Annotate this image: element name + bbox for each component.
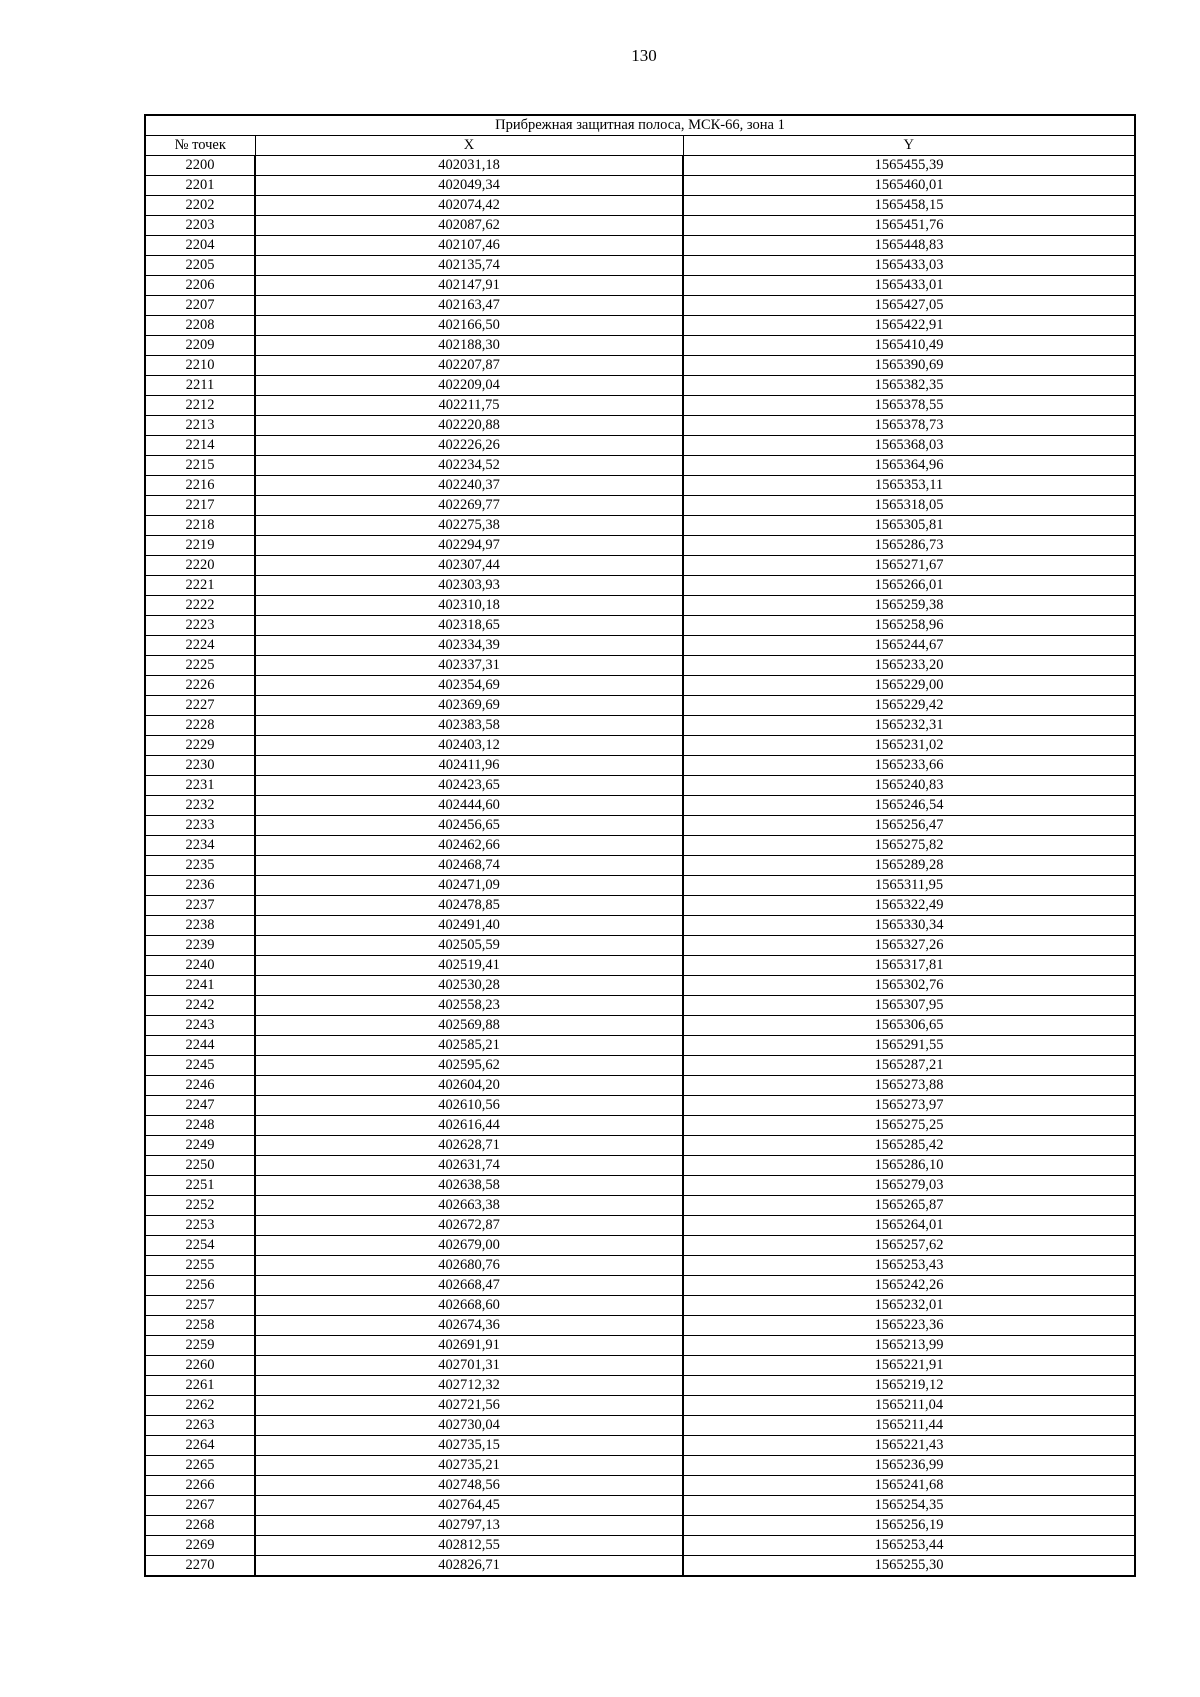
x-coordinate-cell: 402240,37 (255, 476, 683, 496)
point-number-cell: 2265 (145, 1456, 255, 1476)
x-coordinate-cell: 402468,74 (255, 856, 683, 876)
x-coordinate-cell: 402369,69 (255, 696, 683, 716)
point-number-cell: 2263 (145, 1416, 255, 1436)
table-row (145, 316, 1135, 336)
x-coordinate-cell: 402207,87 (255, 356, 683, 376)
y-coordinate-cell: 1565286,10 (683, 1156, 1135, 1176)
x-coordinate-cell: 402087,62 (255, 216, 683, 236)
y-coordinate-cell: 1565223,36 (683, 1316, 1135, 1336)
table-title: Прибрежная защитная полоса, МСК-66, зона 1 (145, 115, 1135, 136)
header-y: Y (683, 136, 1135, 156)
y-coordinate-cell: 1565232,01 (683, 1296, 1135, 1316)
x-coordinate-cell: 402275,38 (255, 516, 683, 536)
x-coordinate-cell: 402668,60 (255, 1296, 683, 1316)
table-row (145, 1196, 1135, 1216)
y-coordinate-cell: 1565275,82 (683, 836, 1135, 856)
table-row (145, 1296, 1135, 1316)
y-coordinate-cell: 1565273,88 (683, 1076, 1135, 1096)
point-number-cell: 2259 (145, 1336, 255, 1356)
point-number-cell: 2235 (145, 856, 255, 876)
y-coordinate-cell: 1565307,95 (683, 996, 1135, 1016)
table-row (145, 336, 1135, 356)
y-coordinate-cell: 1565433,01 (683, 276, 1135, 296)
point-number-cell: 2228 (145, 716, 255, 736)
point-number-cell: 2221 (145, 576, 255, 596)
x-coordinate-cell: 402163,47 (255, 296, 683, 316)
point-number-cell: 2254 (145, 1236, 255, 1256)
x-coordinate-cell: 402478,85 (255, 896, 683, 916)
point-number-cell: 2258 (145, 1316, 255, 1336)
x-coordinate-cell: 402631,74 (255, 1156, 683, 1176)
x-coordinate-cell: 402211,75 (255, 396, 683, 416)
point-number-cell: 2229 (145, 736, 255, 756)
table-row (145, 876, 1135, 896)
point-number-cell: 2209 (145, 336, 255, 356)
table-row (145, 1236, 1135, 1256)
point-number-cell: 2268 (145, 1516, 255, 1536)
x-coordinate-cell: 402764,45 (255, 1496, 683, 1516)
x-coordinate-cell: 402519,41 (255, 956, 683, 976)
y-coordinate-cell: 1565266,01 (683, 576, 1135, 596)
y-coordinate-cell: 1565233,20 (683, 656, 1135, 676)
table-row (145, 1056, 1135, 1076)
table-row (145, 156, 1135, 176)
table-row (145, 916, 1135, 936)
x-coordinate-cell: 402354,69 (255, 676, 683, 696)
table-row (145, 276, 1135, 296)
x-coordinate-cell: 402383,58 (255, 716, 683, 736)
point-number-cell: 2217 (145, 496, 255, 516)
point-number-cell: 2253 (145, 1216, 255, 1236)
x-coordinate-cell: 402491,40 (255, 916, 683, 936)
table-row (145, 1136, 1135, 1156)
point-number-cell: 2266 (145, 1476, 255, 1496)
y-coordinate-cell: 1565285,42 (683, 1136, 1135, 1156)
y-coordinate-cell: 1565256,47 (683, 816, 1135, 836)
table-row (145, 1436, 1135, 1456)
x-coordinate-cell: 402691,91 (255, 1336, 683, 1356)
table-row (145, 936, 1135, 956)
point-number-cell: 2232 (145, 796, 255, 816)
x-coordinate-cell: 402411,96 (255, 756, 683, 776)
y-coordinate-cell: 1565236,99 (683, 1456, 1135, 1476)
y-coordinate-cell: 1565390,69 (683, 356, 1135, 376)
x-coordinate-cell: 402674,36 (255, 1316, 683, 1336)
point-number-cell: 2213 (145, 416, 255, 436)
x-coordinate-cell: 402166,50 (255, 316, 683, 336)
x-coordinate-cell: 402147,91 (255, 276, 683, 296)
table-row (145, 1336, 1135, 1356)
x-coordinate-cell: 402294,97 (255, 536, 683, 556)
y-coordinate-cell: 1565448,83 (683, 236, 1135, 256)
x-coordinate-cell: 402680,76 (255, 1256, 683, 1276)
y-coordinate-cell: 1565318,05 (683, 496, 1135, 516)
y-coordinate-cell: 1565378,55 (683, 396, 1135, 416)
point-number-cell: 2218 (145, 516, 255, 536)
point-number-cell: 2244 (145, 1036, 255, 1056)
y-coordinate-cell: 1565253,43 (683, 1256, 1135, 1276)
table-row (145, 1556, 1135, 1577)
y-coordinate-cell: 1565275,25 (683, 1116, 1135, 1136)
x-coordinate-cell: 402628,71 (255, 1136, 683, 1156)
x-coordinate-cell: 402444,60 (255, 796, 683, 816)
x-coordinate-cell: 402135,74 (255, 256, 683, 276)
table-row (145, 736, 1135, 756)
y-coordinate-cell: 1565271,67 (683, 556, 1135, 576)
header-point-number: № точек (145, 136, 255, 156)
x-coordinate-cell: 402812,55 (255, 1536, 683, 1556)
table-row (145, 556, 1135, 576)
table-row (145, 1496, 1135, 1516)
y-coordinate-cell: 1565255,30 (683, 1556, 1135, 1577)
x-coordinate-cell: 402318,65 (255, 616, 683, 636)
point-number-cell: 2203 (145, 216, 255, 236)
y-coordinate-cell: 1565242,26 (683, 1276, 1135, 1296)
point-number-cell: 2225 (145, 656, 255, 676)
x-coordinate-cell: 402226,26 (255, 436, 683, 456)
y-coordinate-cell: 1565241,68 (683, 1476, 1135, 1496)
y-coordinate-cell: 1565256,19 (683, 1516, 1135, 1536)
y-coordinate-cell: 1565317,81 (683, 956, 1135, 976)
y-coordinate-cell: 1565451,76 (683, 216, 1135, 236)
y-coordinate-cell: 1565458,15 (683, 196, 1135, 216)
y-coordinate-cell: 1565330,34 (683, 916, 1135, 936)
point-number-cell: 2242 (145, 996, 255, 1016)
x-coordinate-cell: 402663,38 (255, 1196, 683, 1216)
y-coordinate-cell: 1565410,49 (683, 336, 1135, 356)
y-coordinate-cell: 1565265,87 (683, 1196, 1135, 1216)
y-coordinate-cell: 1565264,01 (683, 1216, 1135, 1236)
table-row (145, 1076, 1135, 1096)
x-coordinate-cell: 402558,23 (255, 996, 683, 1016)
point-number-cell: 2261 (145, 1376, 255, 1396)
table-row (145, 1016, 1135, 1036)
point-number-cell: 2248 (145, 1116, 255, 1136)
x-coordinate-cell: 402616,44 (255, 1116, 683, 1136)
table-row (145, 896, 1135, 916)
table-row (145, 456, 1135, 476)
y-coordinate-cell: 1565286,73 (683, 536, 1135, 556)
x-coordinate-cell: 402730,04 (255, 1416, 683, 1436)
table-row (145, 516, 1135, 536)
point-number-cell: 2255 (145, 1256, 255, 1276)
y-coordinate-cell: 1565259,38 (683, 596, 1135, 616)
point-number-cell: 2256 (145, 1276, 255, 1296)
x-coordinate-cell: 402826,71 (255, 1556, 683, 1577)
table-row (145, 616, 1135, 636)
y-coordinate-cell: 1565287,21 (683, 1056, 1135, 1076)
table-row (145, 1096, 1135, 1116)
table-row (145, 1536, 1135, 1556)
x-coordinate-cell: 402234,52 (255, 456, 683, 476)
x-coordinate-cell: 402334,39 (255, 636, 683, 656)
table-row (145, 216, 1135, 236)
table-row (145, 1476, 1135, 1496)
point-number-cell: 2214 (145, 436, 255, 456)
x-coordinate-cell: 402679,00 (255, 1236, 683, 1256)
y-coordinate-cell: 1565221,91 (683, 1356, 1135, 1376)
point-number-cell: 2251 (145, 1176, 255, 1196)
x-coordinate-cell: 402668,47 (255, 1276, 683, 1296)
table-row (145, 716, 1135, 736)
y-coordinate-cell: 1565258,96 (683, 616, 1135, 636)
table-row (145, 476, 1135, 496)
y-coordinate-cell: 1565219,12 (683, 1376, 1135, 1396)
point-number-cell: 2243 (145, 1016, 255, 1036)
table-row (145, 856, 1135, 876)
y-coordinate-cell: 1565311,95 (683, 876, 1135, 896)
x-coordinate-cell: 402797,13 (255, 1516, 683, 1536)
y-coordinate-cell: 1565211,04 (683, 1396, 1135, 1416)
y-coordinate-cell: 1565273,97 (683, 1096, 1135, 1116)
point-number-cell: 2267 (145, 1496, 255, 1516)
point-number-cell: 2264 (145, 1436, 255, 1456)
x-coordinate-cell: 402471,09 (255, 876, 683, 896)
y-coordinate-cell: 1565232,31 (683, 716, 1135, 736)
table-header-row (145, 136, 1135, 156)
table-row (145, 536, 1135, 556)
table-row (145, 1176, 1135, 1196)
y-coordinate-cell: 1565229,00 (683, 676, 1135, 696)
point-number-cell: 2241 (145, 976, 255, 996)
y-coordinate-cell: 1565291,55 (683, 1036, 1135, 1056)
point-number-cell: 2236 (145, 876, 255, 896)
point-number-cell: 2250 (145, 1156, 255, 1176)
y-coordinate-cell: 1565246,54 (683, 796, 1135, 816)
x-coordinate-cell: 402107,46 (255, 236, 683, 256)
y-coordinate-cell: 1565305,81 (683, 516, 1135, 536)
point-number-cell: 2247 (145, 1096, 255, 1116)
y-coordinate-cell: 1565254,35 (683, 1496, 1135, 1516)
x-coordinate-cell: 402701,31 (255, 1356, 683, 1376)
x-coordinate-cell: 402423,65 (255, 776, 683, 796)
point-number-cell: 2200 (145, 156, 255, 176)
point-number-cell: 2240 (145, 956, 255, 976)
point-number-cell: 2210 (145, 356, 255, 376)
point-number-cell: 2246 (145, 1076, 255, 1096)
table-row (145, 396, 1135, 416)
table-row (145, 1456, 1135, 1476)
x-coordinate-cell: 402456,65 (255, 816, 683, 836)
y-coordinate-cell: 1565213,99 (683, 1336, 1135, 1356)
point-number-cell: 2211 (145, 376, 255, 396)
table-row (145, 356, 1135, 376)
x-coordinate-cell: 402712,32 (255, 1376, 683, 1396)
point-number-cell: 2202 (145, 196, 255, 216)
x-coordinate-cell: 402209,04 (255, 376, 683, 396)
x-coordinate-cell: 402337,31 (255, 656, 683, 676)
table-row (145, 496, 1135, 516)
x-coordinate-cell: 402269,77 (255, 496, 683, 516)
y-coordinate-cell: 1565460,01 (683, 176, 1135, 196)
x-coordinate-cell: 402638,58 (255, 1176, 683, 1196)
x-coordinate-cell: 402735,21 (255, 1456, 683, 1476)
y-coordinate-cell: 1565233,66 (683, 756, 1135, 776)
x-coordinate-cell: 402049,34 (255, 176, 683, 196)
point-number-cell: 2207 (145, 296, 255, 316)
table-row (145, 576, 1135, 596)
point-number-cell: 2222 (145, 596, 255, 616)
point-number-cell: 2260 (145, 1356, 255, 1376)
y-coordinate-cell: 1565427,05 (683, 296, 1135, 316)
x-coordinate-cell: 402220,88 (255, 416, 683, 436)
x-coordinate-cell: 402569,88 (255, 1016, 683, 1036)
point-number-cell: 2245 (145, 1056, 255, 1076)
point-number-cell: 2230 (145, 756, 255, 776)
point-number-cell: 2252 (145, 1196, 255, 1216)
table-row (145, 836, 1135, 856)
x-coordinate-cell: 402585,21 (255, 1036, 683, 1056)
table-row (145, 676, 1135, 696)
table-row (145, 176, 1135, 196)
table-row (145, 636, 1135, 656)
table-row (145, 996, 1135, 1016)
point-number-cell: 2234 (145, 836, 255, 856)
table-row (145, 1396, 1135, 1416)
table-title-row (145, 115, 1135, 136)
x-coordinate-cell: 402748,56 (255, 1476, 683, 1496)
table-row (145, 1116, 1135, 1136)
y-coordinate-cell: 1565257,62 (683, 1236, 1135, 1256)
table-row (145, 1036, 1135, 1056)
point-number-cell: 2212 (145, 396, 255, 416)
x-coordinate-cell: 402303,93 (255, 576, 683, 596)
y-coordinate-cell: 1565322,49 (683, 896, 1135, 916)
y-coordinate-cell: 1565364,96 (683, 456, 1135, 476)
point-number-cell: 2223 (145, 616, 255, 636)
y-coordinate-cell: 1565289,28 (683, 856, 1135, 876)
table-row (145, 776, 1135, 796)
point-number-cell: 2270 (145, 1556, 255, 1577)
table-row (145, 236, 1135, 256)
x-coordinate-cell: 402595,62 (255, 1056, 683, 1076)
page-number: 130 (631, 46, 657, 65)
y-coordinate-cell: 1565422,91 (683, 316, 1135, 336)
table-row (145, 1376, 1135, 1396)
y-coordinate-cell: 1565455,39 (683, 156, 1135, 176)
point-number-cell: 2206 (145, 276, 255, 296)
y-coordinate-cell: 1565306,65 (683, 1016, 1135, 1036)
point-number-cell: 2201 (145, 176, 255, 196)
point-number-cell: 2204 (145, 236, 255, 256)
table-row (145, 376, 1135, 396)
y-coordinate-cell: 1565211,44 (683, 1416, 1135, 1436)
point-number-cell: 2231 (145, 776, 255, 796)
x-coordinate-cell: 402672,87 (255, 1216, 683, 1236)
table-row (145, 1356, 1135, 1376)
table-row (145, 436, 1135, 456)
point-number-cell: 2224 (145, 636, 255, 656)
point-number-cell: 2220 (145, 556, 255, 576)
table-row (145, 816, 1135, 836)
y-coordinate-cell: 1565368,03 (683, 436, 1135, 456)
table-row (145, 956, 1135, 976)
y-coordinate-cell: 1565327,26 (683, 936, 1135, 956)
table-row (145, 1516, 1135, 1536)
table-row (145, 296, 1135, 316)
table-row (145, 256, 1135, 276)
point-number-cell: 2215 (145, 456, 255, 476)
point-number-cell: 2227 (145, 696, 255, 716)
y-coordinate-cell: 1565279,03 (683, 1176, 1135, 1196)
y-coordinate-cell: 1565378,73 (683, 416, 1135, 436)
table-row (145, 696, 1135, 716)
table-row (145, 1216, 1135, 1236)
y-coordinate-cell: 1565240,83 (683, 776, 1135, 796)
x-coordinate-cell: 402721,56 (255, 1396, 683, 1416)
table-body (145, 156, 1135, 1577)
x-coordinate-cell: 402031,18 (255, 156, 683, 176)
x-coordinate-cell: 402307,44 (255, 556, 683, 576)
point-number-cell: 2216 (145, 476, 255, 496)
table-row (145, 596, 1135, 616)
point-number-cell: 2269 (145, 1536, 255, 1556)
point-number-cell: 2237 (145, 896, 255, 916)
point-number-cell: 2219 (145, 536, 255, 556)
x-coordinate-cell: 402610,56 (255, 1096, 683, 1116)
table-row (145, 416, 1135, 436)
table-row (145, 976, 1135, 996)
table-row (145, 1256, 1135, 1276)
y-coordinate-cell: 1565433,03 (683, 256, 1135, 276)
x-coordinate-cell: 402604,20 (255, 1076, 683, 1096)
x-coordinate-cell: 402735,15 (255, 1436, 683, 1456)
point-number-cell: 2226 (145, 676, 255, 696)
y-coordinate-cell: 1565353,11 (683, 476, 1135, 496)
x-coordinate-cell: 402462,66 (255, 836, 683, 856)
y-coordinate-cell: 1565231,02 (683, 736, 1135, 756)
x-coordinate-cell: 402403,12 (255, 736, 683, 756)
coordinates-table (144, 114, 1136, 1577)
table-row (145, 1156, 1135, 1176)
table-row (145, 1316, 1135, 1336)
y-coordinate-cell: 1565221,43 (683, 1436, 1135, 1456)
x-coordinate-cell: 402530,28 (255, 976, 683, 996)
y-coordinate-cell: 1565229,42 (683, 696, 1135, 716)
table-row (145, 1416, 1135, 1436)
point-number-cell: 2238 (145, 916, 255, 936)
point-number-cell: 2205 (145, 256, 255, 276)
y-coordinate-cell: 1565382,35 (683, 376, 1135, 396)
point-number-cell: 2208 (145, 316, 255, 336)
point-number-cell: 2249 (145, 1136, 255, 1156)
y-coordinate-cell: 1565302,76 (683, 976, 1135, 996)
header-x: X (255, 136, 683, 156)
point-number-cell: 2233 (145, 816, 255, 836)
x-coordinate-cell: 402188,30 (255, 336, 683, 356)
point-number-cell: 2257 (145, 1296, 255, 1316)
point-number-cell: 2262 (145, 1396, 255, 1416)
table-row (145, 796, 1135, 816)
table-row (145, 756, 1135, 776)
x-coordinate-cell: 402310,18 (255, 596, 683, 616)
point-number-cell: 2239 (145, 936, 255, 956)
x-coordinate-cell: 402505,59 (255, 936, 683, 956)
x-coordinate-cell: 402074,42 (255, 196, 683, 216)
table-row (145, 196, 1135, 216)
y-coordinate-cell: 1565244,67 (683, 636, 1135, 656)
y-coordinate-cell: 1565253,44 (683, 1536, 1135, 1556)
table-row (145, 656, 1135, 676)
table-row (145, 1276, 1135, 1296)
